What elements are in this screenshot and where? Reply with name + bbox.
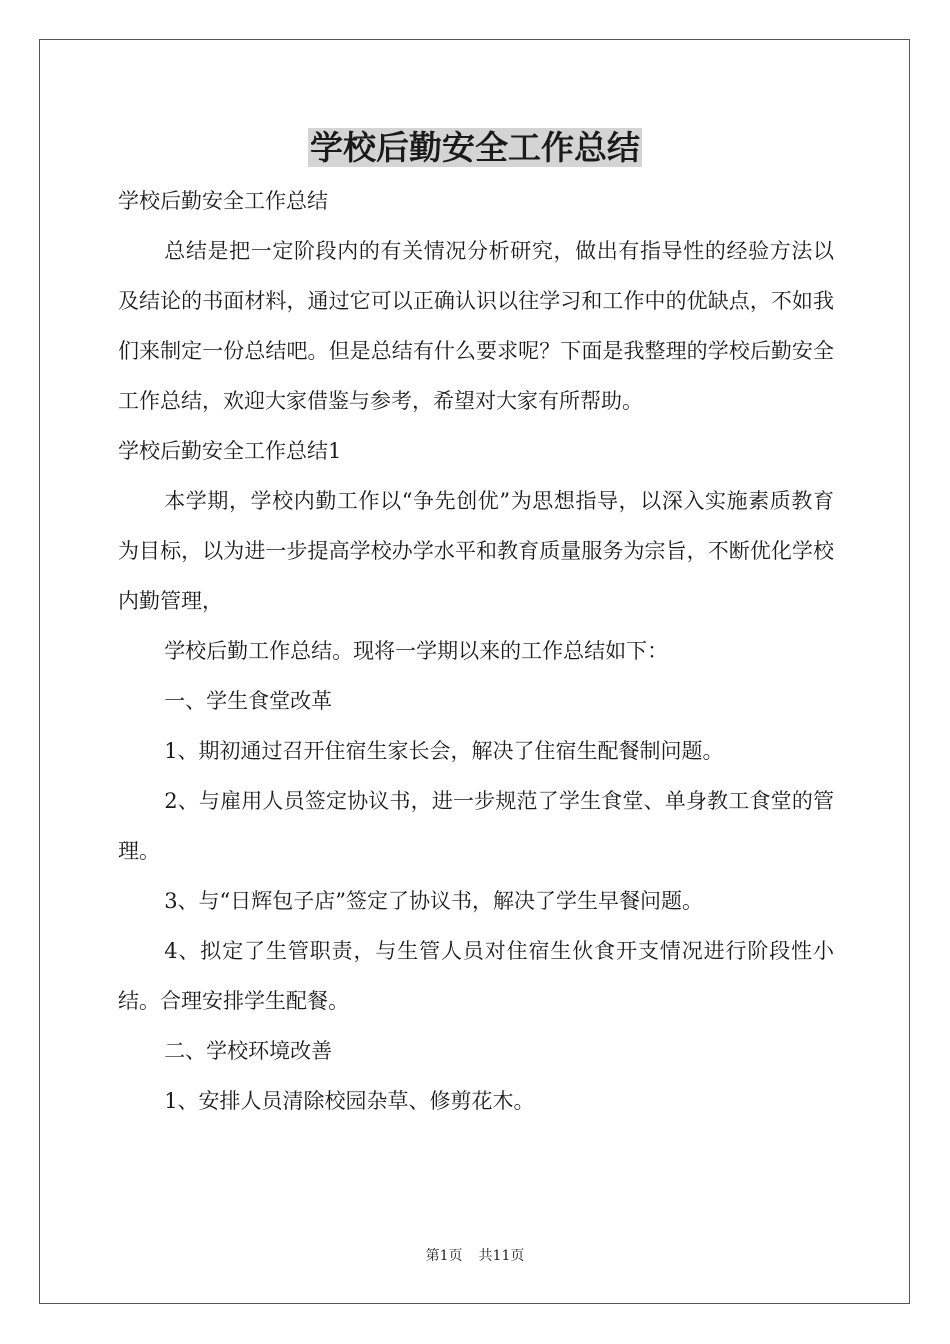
paragraph: 学校后勤安全工作总结1 <box>118 439 342 463</box>
list-item: 4、拟定了生管职责，与生管人员对住宿生伙食开支情况进行阶段性小结。合理安排学生配餐。 <box>118 939 834 1013</box>
document-title <box>0 124 950 172</box>
paragraph: 学校后勤安全工作总结 <box>118 189 328 213</box>
list-item: 2、与雇用人员签定协议书，进一步规范了学生食堂、单身教工食堂的管理。 <box>118 789 834 863</box>
page-footer <box>0 1246 950 1266</box>
section-heading: 一、学生食堂改革 <box>164 689 333 713</box>
list-item: 3、与“日辉包子店”签定了协议书，解决了学生早餐问题。 <box>164 889 704 913</box>
list-item: 1、安排人员清除校园杂草、修剪花木。 <box>164 1089 535 1113</box>
list-item: 1、期初通过召开住宿生家长会，解决了住宿生配餐制问题。 <box>164 739 724 763</box>
document-title-text: 学校后勤安全工作总结 <box>310 128 640 167</box>
page-number-current: 第1页 <box>425 1248 463 1264</box>
document-body <box>118 176 834 1126</box>
paragraph: 本学期，学校内勤工作以“争先创优”为思想指导，以深入实施素质教育为目标，以为进一步提高学校办学水平和教育质量服务为宗旨，不断优化学校内勤管理， <box>118 489 834 613</box>
section-heading: 二、学校环境改善 <box>164 1039 333 1063</box>
page-number-total: 共11页 <box>478 1248 525 1264</box>
paragraph: 总结是把一定阶段内的有关情况分析研究，做出有指导性的经验方法以及结论的书面材料，通过它可以正确认识以往学习和工作中的优缺点，不如我们来制定一份总结吧。但是总结有什么要求呢？下面是我整理的学校后勤安全工作总结，欢迎大家借鉴与参考，希望对大家有所帮助。 <box>118 239 834 413</box>
paragraph: 学校后勤工作总结。现将一学期以来的工作总结如下： <box>164 639 669 663</box>
